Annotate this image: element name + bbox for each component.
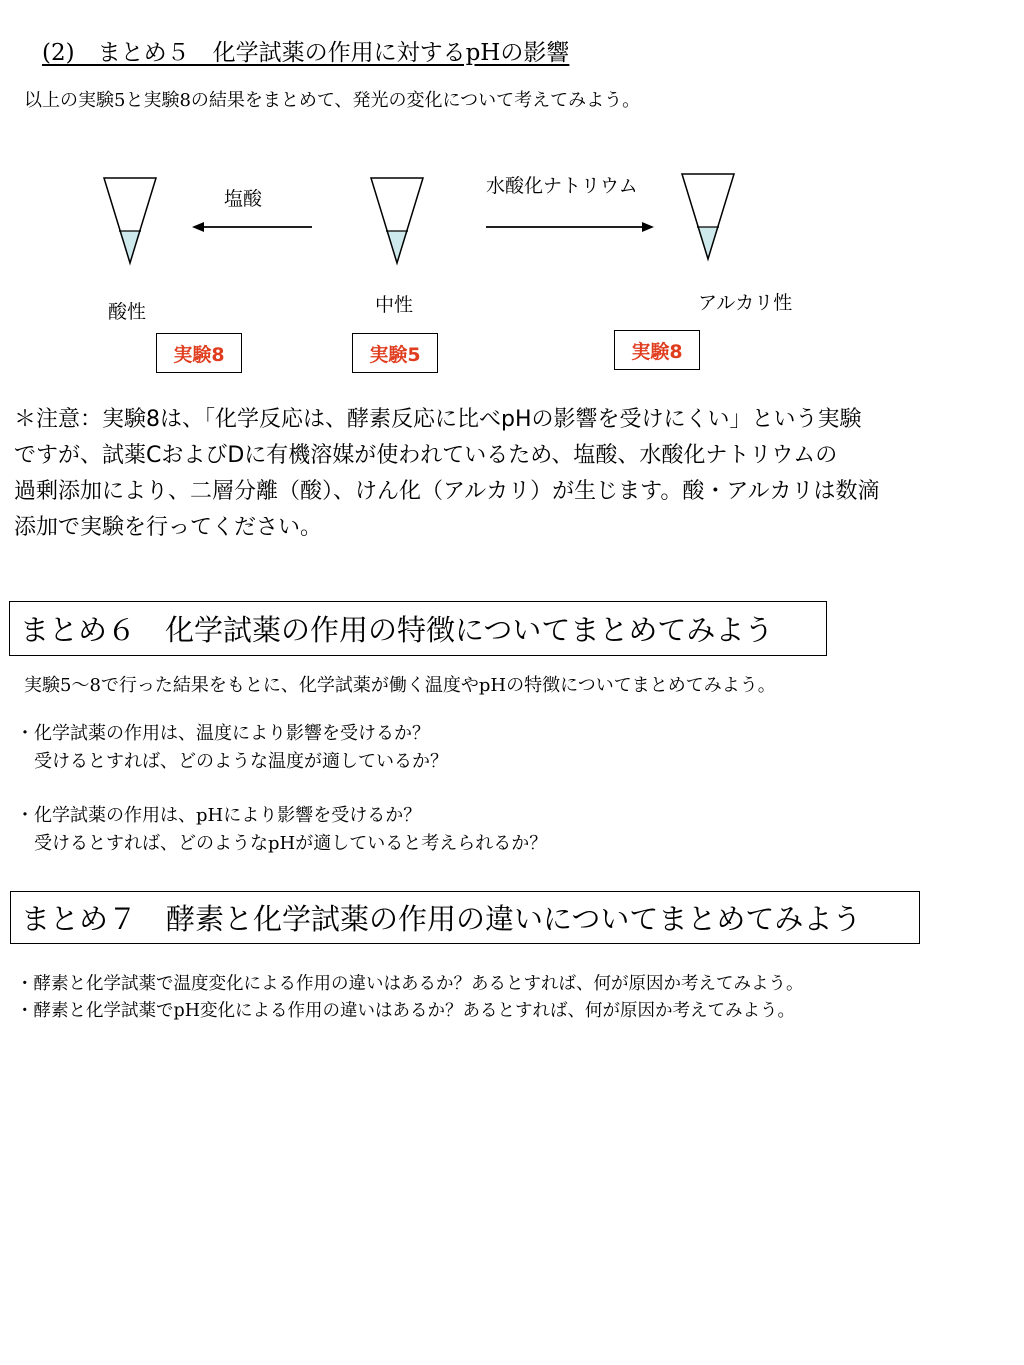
test-tube-neutral: [371, 178, 423, 263]
section6-question-1-line-2: 受けるとすれば、どのような温度が適しているか？: [16, 751, 448, 772]
section5-title: (2) まとめ５ 化学試薬の作用に対するpHの影響: [42, 40, 570, 66]
caution-line: ですが、試薬CおよびDに有機溶媒が使われているため、塩酸、水酸化ナトリウムの: [14, 443, 838, 468]
caution-line: 過剰添加により、二層分離（酸）、けん化（アルカリ）が生じます。酸・アルカリは数滴: [14, 479, 880, 504]
section7-question-2: ・酵素と化学試薬でpH変化による作用の違いはあるか？あるとすれば、何が原因か考えてみよう。: [16, 1001, 795, 1021]
experiment-badge-alkaline: 実験8: [614, 330, 700, 370]
arrow-right-icon: [486, 222, 654, 232]
section6-question-2-line-1: ・化学試薬の作用は、pHにより影響を受けるか？: [16, 805, 422, 826]
tube-label-neutral: 中性: [375, 294, 414, 316]
caution-line: ＊注意：実験8は、「化学反応は、酵素反応に比べpHの影響を受けにくい」という実験: [14, 407, 862, 432]
test-tube-alkaline: [682, 174, 734, 259]
section5-intro: 以上の実験5と実験8の結果をまとめて、発光の変化について考えてみよう。: [24, 90, 641, 111]
tube-label-alkaline: アルカリ性: [698, 292, 793, 314]
section7-heading: まとめ７ 酵素と化学試薬の作用の違いについてまとめてみよう: [10, 891, 920, 944]
experiment-badge-neutral: 実験5: [352, 333, 438, 373]
test-tube-acidic: [104, 178, 156, 263]
section6-heading: まとめ６ 化学試薬の作用の特徴についてまとめてみよう: [9, 601, 827, 656]
reagent-label-naoh: 水酸化ナトリウム: [486, 175, 638, 197]
caution-line: 添加で実験を行ってください。: [14, 515, 323, 540]
tube-label-acidic: 酸性: [108, 301, 147, 323]
reagent-label-hcl: 塩酸: [224, 188, 263, 210]
experiment-badge-acidic: 実験8: [156, 333, 242, 373]
arrow-left-icon: [192, 222, 312, 232]
section6-question-1-line-1: ・化学試薬の作用は、温度により影響を受けるか？: [16, 723, 430, 744]
section6-intro: 実験5〜8で行った結果をもとに、化学試薬が働く温度やpHの特徴についてまとめてみよう。: [24, 675, 776, 696]
section7-question-1: ・酵素と化学試薬で温度変化による作用の違いはあるか？あるとすれば、何が原因か考えてみよう。: [16, 974, 804, 994]
caution-note: [14, 402, 1014, 546]
section6-question-2-line-2: 受けるとすれば、どのようなpHが適していると考えられるか？: [16, 833, 548, 854]
